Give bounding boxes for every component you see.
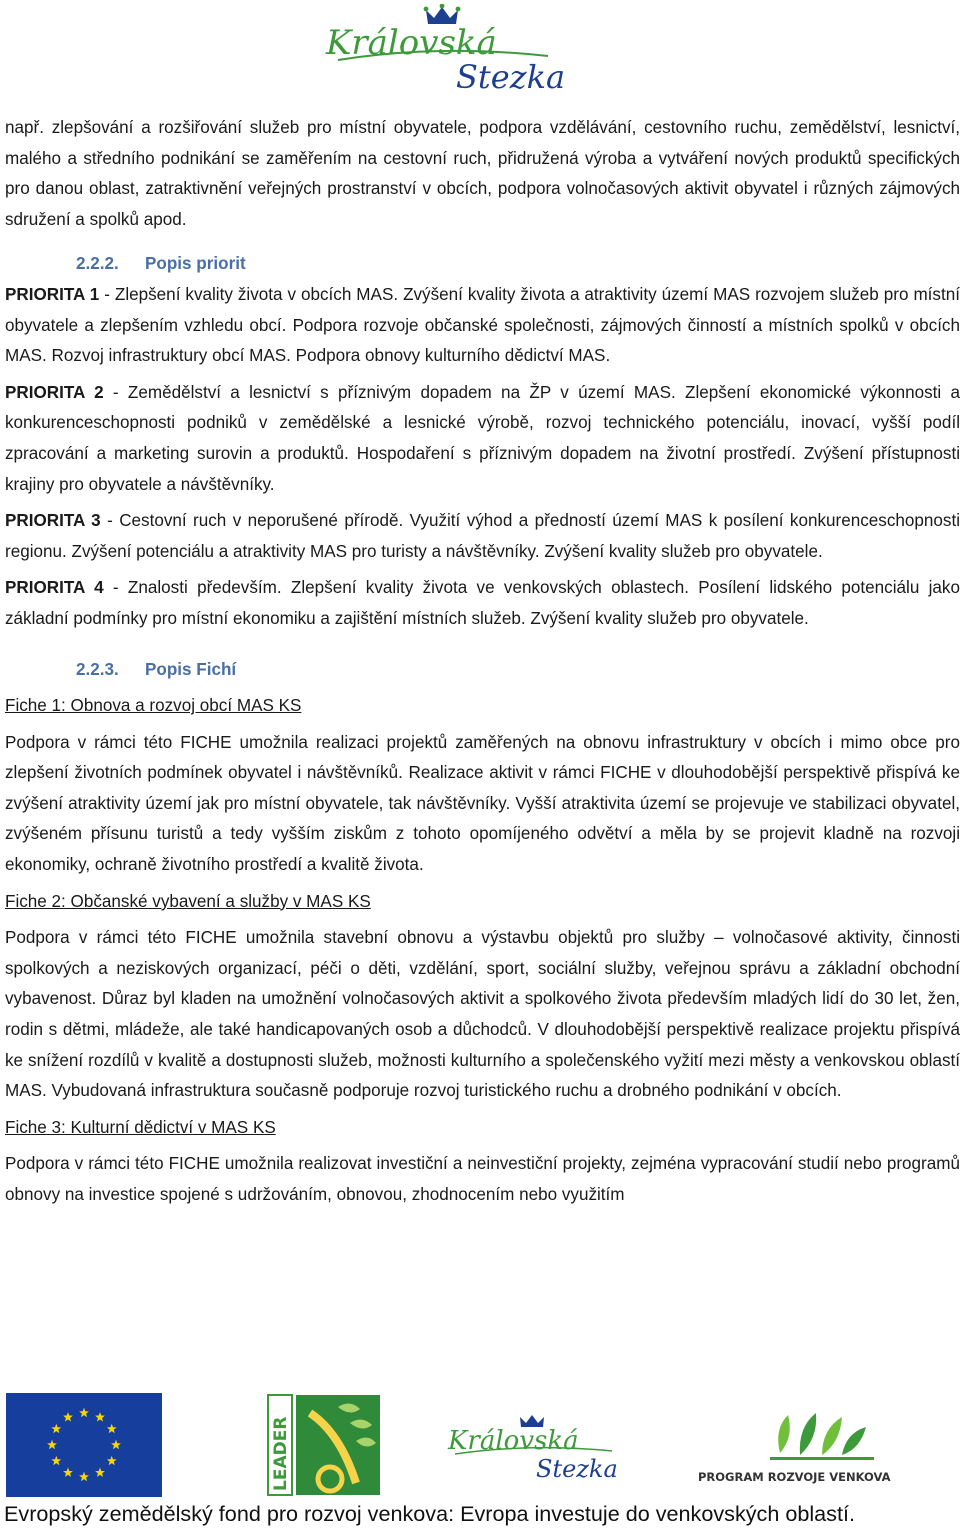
priority-text: Zemědělství a lesnictví s příznivým dopadem na ŽP v území MAS. Zlepšení ekonomické výkonnosti a konkurenceschopnosti podniků v zemědělské a lesnické výrobě, rozvoj technického potenciálu, inovací, vyšší podíl zpracování a marketing surovin a produktů. Hospodaření s příznivým dopadem na životní prostředí. Zvýšení přístupnosti krajiny pro obyvatele a návštěvníky. bbox=[5, 382, 960, 494]
fiche-3-title: Fiche 3: Kulturní dědictví v MAS KS bbox=[5, 1117, 276, 1137]
priority-text: Cestovní ruch v neporušené přírodě. Využití výhod a předností území MAS k posílení konkurenceschopnosti regionu. Zvýšení potenciálu a atraktivity MAS pro turisty a návštěvníky. Zvýšení kvality služeb pro obyvatele. bbox=[5, 511, 960, 561]
footer-logo-word-stezka: Stezka bbox=[536, 1455, 618, 1483]
section-heading-fiches bbox=[5, 655, 960, 686]
priority-label: PRIORITA 4 bbox=[5, 578, 104, 598]
section-heading-priorities bbox=[5, 249, 960, 280]
priority-text: Zlepšení kvality života v obcích MAS. Zvýšení kvality života a atraktivity území MAS rozvojem služeb pro místní obyvatele a zlepšením vzhledu obcí. Podpora rozvoje občanské společnosti, zájmových činností a místních spolků v obcích MAS. Rozvoj infrastruktury obcí MAS. Podpora obnovy kulturního dědictví MAS. bbox=[5, 284, 960, 366]
fiche-1-title: Fiche 1: Obnova a rozvoj obcí MAS KS bbox=[5, 696, 302, 716]
footer-logo-strip bbox=[0, 1393, 960, 1497]
fiche-2-title: Fiche 2: Občanské vybavení a služby v MAS KS bbox=[5, 891, 371, 911]
kralovska-stezka-logo bbox=[318, 4, 568, 100]
priority-label: PRIORITA 3 bbox=[5, 511, 101, 531]
fiche-1-text: Podpora v rámci této FICHE umožnila realizaci projektů zaměřených na obnovu infrastruktury v obcích i mimo obce pro zlepšení životních podmínek obyvatel i návštěvníků. Realizace aktivit v rámci FICHE v dlouhodobější perspektivě přispívá ke zvýšení atraktivity území jak pro místní obyvatele, tak návštěvníky. Vyšší atraktivita území se projevuje ve stabilizaci obyvatel, zvýšeném přísunu turistů a tedy vyšším ziskům z tohoto opomíjeného odvětví a měla by se projevit kladně na rozvoji ekonomiky, ochraně životního prostředí a kvalitě života. bbox=[5, 732, 960, 875]
priority-separator: - bbox=[103, 578, 128, 598]
document-body bbox=[5, 113, 960, 1211]
logo-word-stezka: Stezka bbox=[456, 58, 566, 96]
footer-logo-word-kralovska: Královská bbox=[448, 1426, 579, 1456]
priority-text: Znalosti především. Zlepšení kvality života ve venkovských oblastech. Posílení lidského potenciálu jako základní podmínky pro místní ekonomiku a zajištění místních služeb. Zvýšení kvality služeb pro obyvatele. bbox=[5, 578, 960, 628]
intro-paragraph: např. zlepšování a rozšiřování služeb pro místní obyvatele, podpora vzdělávání, cestovního ruchu, zemědělství, lesnictví, malého a středního podnikání se zaměřením na cestovní ruch, přidružená výroba a vytváření nových produktů specifických pro danou oblast, zatraktivnění veřejných prostranství v obcích, podpora volnočasových aktivit obyvatel i různých zájmových sdružení a spolků apod. bbox=[5, 118, 960, 229]
priority-3 bbox=[5, 506, 960, 567]
section-title: Popis priorit bbox=[145, 254, 246, 274]
priority-label: PRIORITA 2 bbox=[5, 382, 104, 402]
kralovska-stezka-footer-logo bbox=[447, 1415, 618, 1483]
priority-1 bbox=[5, 280, 960, 372]
program-rozvoje-venkova-logo bbox=[698, 1413, 891, 1484]
priority-4 bbox=[5, 573, 960, 634]
priority-separator: - bbox=[100, 511, 120, 531]
section-title: Popis Fichí bbox=[145, 659, 237, 679]
crown-icon bbox=[424, 4, 461, 24]
leader-logo-icon bbox=[268, 1395, 380, 1495]
priority-separator: - bbox=[103, 382, 128, 402]
fiche-2-text: Podpora v rámci této FICHE umožnila stavební obnovu a výstavbu objektů pro služby – volnočasové aktivity, činnosti spolkových a neziskových organizací, péči o děti, vzdělání, sport, sociální služby, veřejnou správu a základní obchodní vybavenost. Důraz byl kladen na umožnění volnočasových aktivit a spolkového života především mladých lidí do 30 let, žen, rodin s dětmi, mládeže, ale také handicapovaných osob a důchodců. V dlouhodobější perspektivě realizace projektu přispívá ke snížení rozdílů v kvalitě a dostupnosti služeb, možnosti kulturního a společenského vyžití mezi městy a venkovskou oblastí MAS. Vybudovaná infrastruktura současně podporuje rozvoj turistického ruchu a drobného podnikání v obcích. bbox=[5, 928, 960, 1101]
priority-label: PRIORITA 1 bbox=[5, 284, 100, 304]
leader-text: LEADER bbox=[271, 1416, 291, 1491]
priority-2 bbox=[5, 378, 960, 500]
prv-text: PROGRAM ROZVOJE VENKOVA bbox=[698, 1470, 891, 1484]
logo-word-kralovska: Královská bbox=[326, 23, 497, 63]
priority-separator: - bbox=[99, 284, 115, 304]
fiche-3-text: Podpora v rámci této FICHE umožnila realizovat investiční a neinvestiční projekty, zejména vypracování studií nebo programů obnovy na investice spojené s udržováním, obnovou, zhodnocením nebo využitím bbox=[5, 1154, 960, 1204]
section-number: 2.2.2. bbox=[76, 254, 119, 274]
leaves-icon bbox=[770, 1413, 874, 1460]
eu-flag-icon bbox=[6, 1393, 162, 1497]
section-number: 2.2.3. bbox=[76, 659, 119, 679]
footer-caption: Evropský zemědělský fond pro rozvoj venkova: Evropa investuje do venkovských oblastí. bbox=[4, 1501, 855, 1526]
